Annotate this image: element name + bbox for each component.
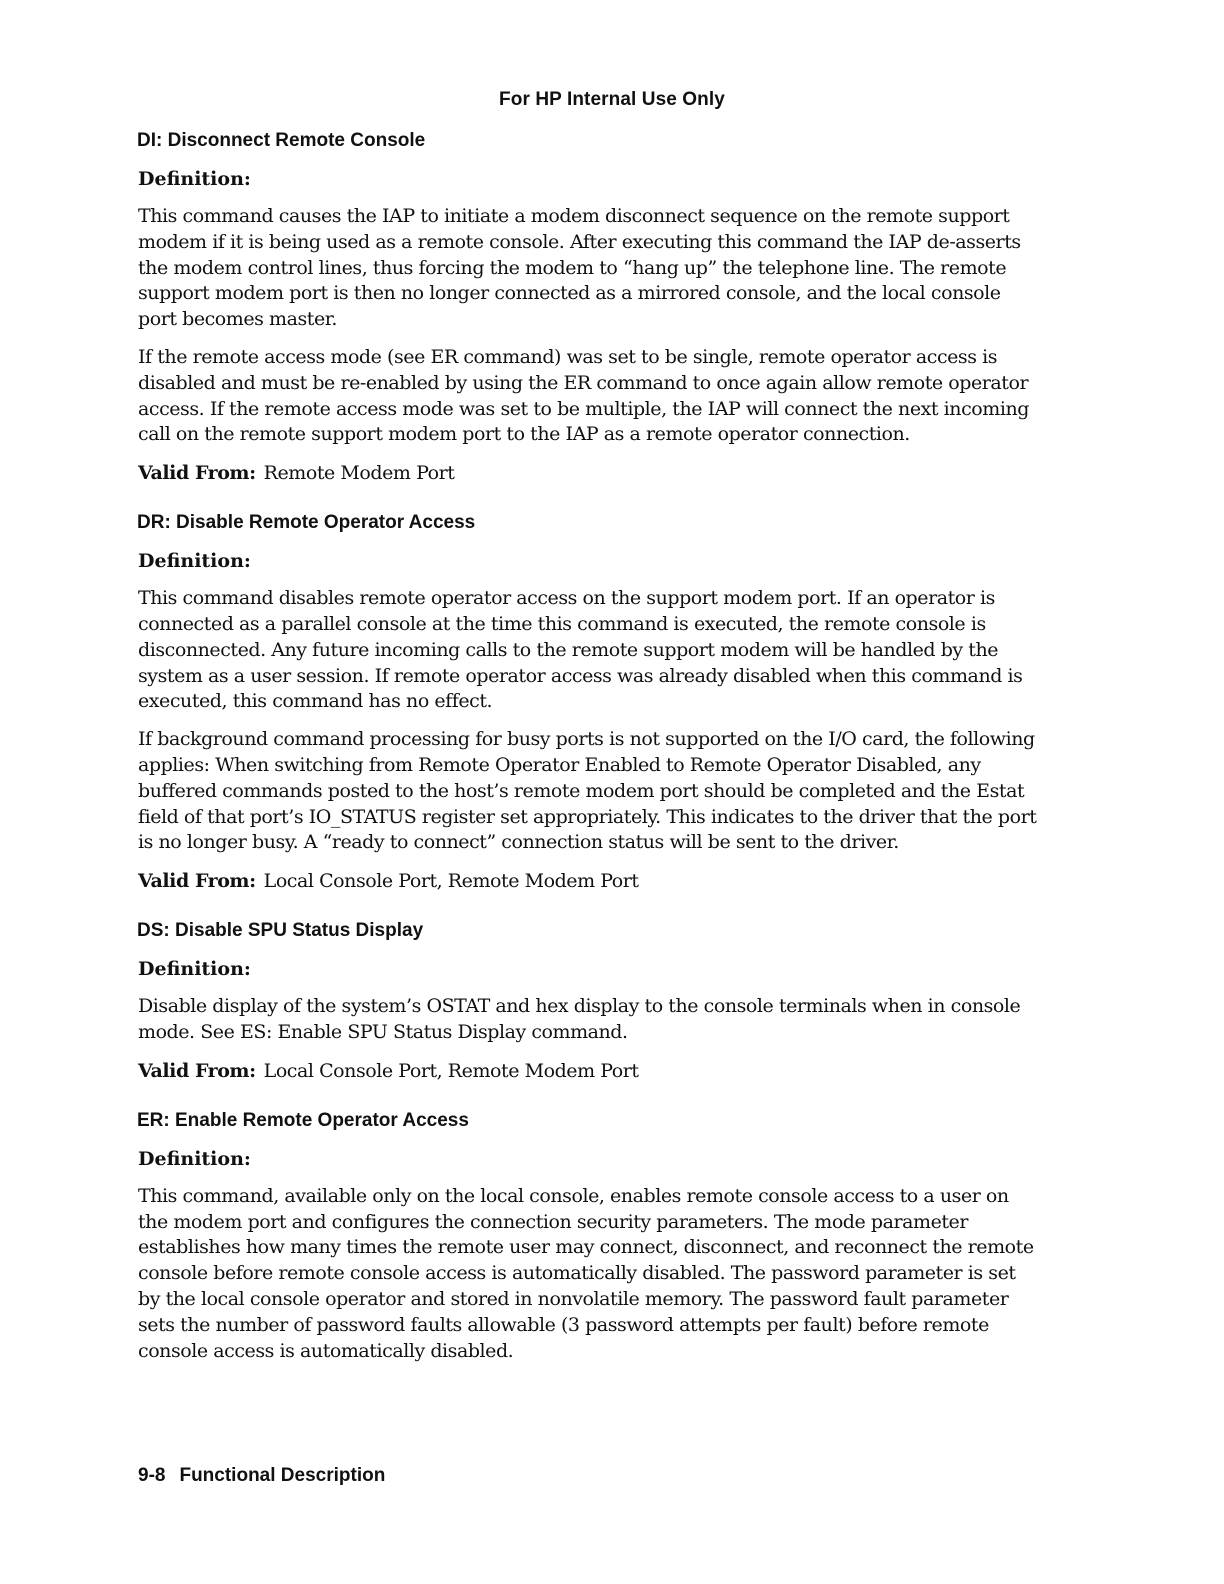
paragraph: This command disables remote operator access on the support modem port. If an operator is connected as a parallel console at the time this command is executed, the remote console is disconnected. Any future incoming calls to the remote support modem will be handled by the system as a user session. If remote operator access was already disabled when this command is executed, this command has no effect. [138, 587, 1023, 713]
section-heading: DR: Disable Remote Operator Access [137, 512, 476, 534]
paragraph: This command causes the IAP to initiate a modem disconnect sequence on the remote support modem if it is being used as a remote console. After executing this command the IAP de-asserts the modem control lines, thus forcing the modem to “hang up” the telephone line. The remote support modem port is then no longer connected as a mirrored console, and the local console port becomes master. [138, 205, 1021, 331]
footer-title: Functional Description [179, 1465, 386, 1486]
page-header: For HP Internal Use Only [499, 89, 725, 110]
paragraph: Disable display of the system’s OSTAT and hex display to the console terminals when in console mode. See ES: Enable SPU Status Display command. [138, 995, 1021, 1043]
definition-label: Definition: [138, 958, 251, 981]
valid-from-value: Local Console Port, Remote Modem Port [263, 870, 639, 893]
section-dr [138, 510, 1038, 894]
valid-from [138, 1058, 1038, 1084]
page-content [138, 128, 1038, 1376]
valid-from-label: Valid From: [138, 870, 256, 893]
paragraph: If background command processing for busy ports is not supported on the I/O card, the following applies: When switching from Remote Operator Enabled to Remote Operator Disabled, any buffered commands posted to the host’s remote modem port should be completed and the Estat field of that port’s IO_STATUS register set appropriately. This indicates to the driver that the port is no longer busy. A “ready to connect” connection status will be sent to the driver. [138, 728, 1037, 854]
valid-from-value: Local Console Port, Remote Modem Port [263, 1059, 639, 1082]
valid-from [138, 868, 1038, 894]
section-heading: DI: Disconnect Remote Console [137, 130, 426, 151]
valid-from-value: Remote Modem Port [263, 462, 455, 485]
page-number: 9-8 [138, 1465, 166, 1486]
definition-label: Definition: [138, 168, 251, 190]
section-heading: DS: Disable SPU Status Display [137, 920, 424, 942]
valid-from-label: Valid From: [138, 1059, 256, 1082]
section-heading: ER: Enable Remote Operator Access [137, 1109, 469, 1131]
paragraph: This command, available only on the local console, enables remote console access to a user on the modem port and configures the connection security parameters. The mode parameter establishes how many times the remote user may connect, disconnect, and reconnect the remote console before remote console access is automatically disabled. The password parameter is set by the local console operator and stored in nonvolatile memory. The password fault parameter sets the number of password faults allowable (3 password attempts per fault) before remote console access is automatically disabled. [138, 1184, 1034, 1362]
section-ds [138, 918, 1038, 1084]
section-er [138, 1108, 1038, 1365]
definition-label: Definition: [138, 1147, 251, 1170]
section-di [138, 128, 1038, 486]
page-footer [138, 1465, 385, 1487]
definition-label: Definition: [138, 550, 251, 573]
valid-from [138, 460, 1038, 486]
valid-from-label: Valid From: [138, 462, 256, 485]
paragraph: If the remote access mode (see ER command) was set to be single, remote operator access is disabled and must be re-enabled by using the ER command to once again allow remote operator access. If the remote access mode was set to be multiple, the IAP will connect the next incoming call on the remote support modem port to the IAP as a remote operator connection. [138, 345, 1029, 446]
